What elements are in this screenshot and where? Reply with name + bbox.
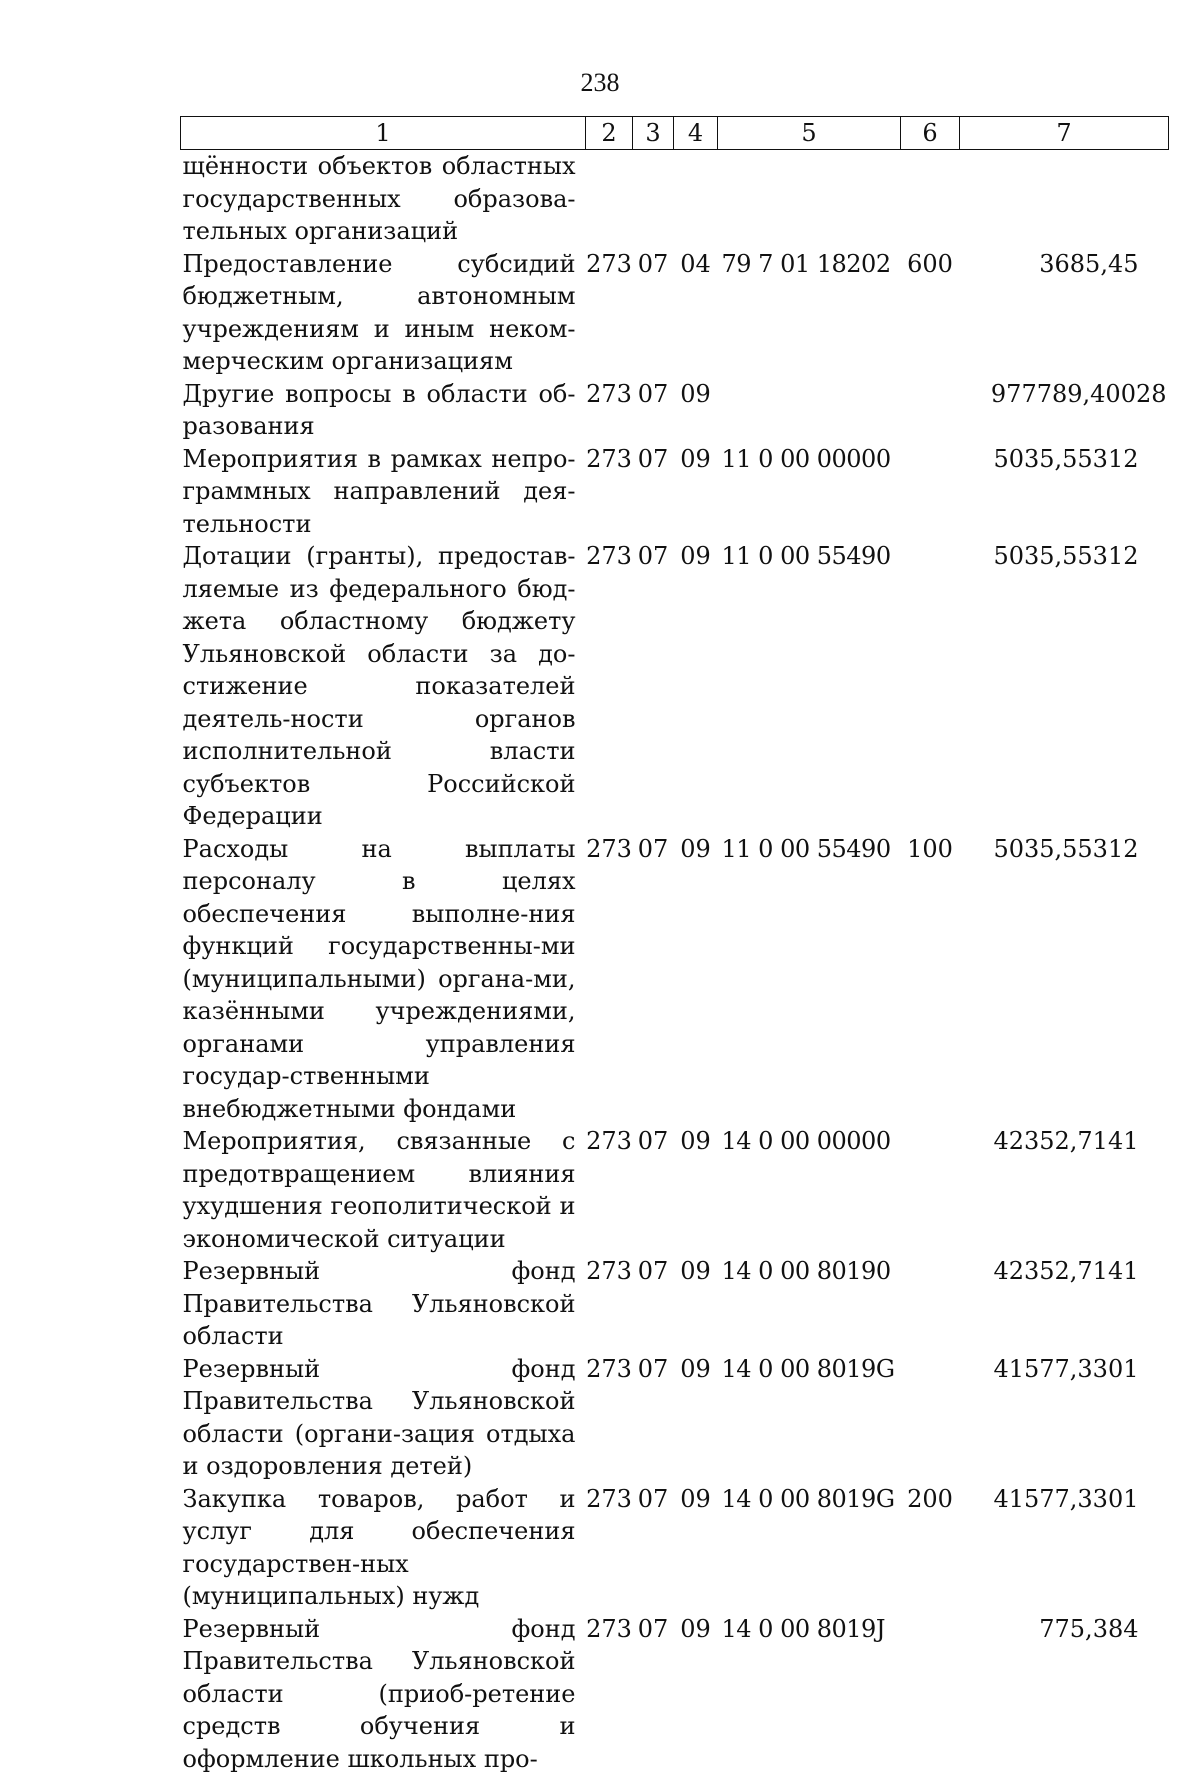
row-name-cell: Резервный фонд Правительства Ульяновской области (органи-зация отдыха и оздоровления детей)	[181, 1353, 586, 1483]
row-code-admin-cell: 273	[586, 1483, 633, 1613]
row-subsection-cell: 09	[674, 1125, 718, 1255]
budget-table	[180, 116, 1169, 1775]
row-code-admin-cell: 273	[586, 378, 633, 443]
row-expense-type-cell	[901, 1353, 960, 1483]
row-code-admin-cell: 273	[586, 1613, 633, 1775]
row-amount-cell: 5035,55312	[960, 833, 1169, 1126]
row-code-admin-cell: 273	[586, 443, 633, 541]
row-amount-cell: 775,384	[960, 1613, 1169, 1775]
row-section-cell	[633, 150, 674, 248]
row-section-cell: 07	[633, 1353, 674, 1483]
row-name-cell: Резервный фонд Правительства Ульяновской области (приоб-ретение средств обучения и оформление школьных про-	[181, 1613, 586, 1775]
row-section-cell: 07	[633, 833, 674, 1126]
header-col-6: 6	[901, 117, 960, 150]
row-expense-type-cell	[901, 1613, 960, 1775]
row-target-article-cell: 14 0 00 8019J	[718, 1613, 901, 1775]
header-row	[181, 117, 1169, 150]
header-col-5: 5	[718, 117, 901, 150]
row-subsection-cell: 04	[674, 248, 718, 378]
row-amount-cell: 977789,40028	[960, 378, 1169, 443]
row-code-admin-cell: 273	[586, 540, 633, 833]
row-name-cell: щённости объектов областных государственных образова-тельных организаций	[181, 150, 586, 248]
row-amount-cell: 41577,3301	[960, 1353, 1169, 1483]
row-code-admin-cell: 273	[586, 1353, 633, 1483]
row-expense-type-cell	[901, 1255, 960, 1353]
row-section-cell: 07	[633, 443, 674, 541]
row-expense-type-cell	[901, 443, 960, 541]
table-row	[181, 833, 1169, 1126]
row-amount-cell: 42352,7141	[960, 1255, 1169, 1353]
row-name-cell: Расходы на выплаты персоналу в целях обеспечения выполне-ния функций государственны-ми (муниципальными) органа-ми, казёнными учреждениями, органами управления государ-ственными внебюджетными фондами	[181, 833, 586, 1126]
header-col-7: 7	[960, 117, 1169, 150]
row-target-article-cell: 11 0 00 55490	[718, 833, 901, 1126]
row-amount-cell	[960, 150, 1169, 248]
row-subsection-cell: 09	[674, 1613, 718, 1775]
table-row	[181, 1353, 1169, 1483]
table-row	[181, 150, 1169, 248]
row-target-article-cell	[718, 378, 901, 443]
row-name-cell: Другие вопросы в области об-разования	[181, 378, 586, 443]
row-code-admin-cell: 273	[586, 1255, 633, 1353]
row-name-cell: Резервный фонд Правительства Ульяновской области	[181, 1255, 586, 1353]
row-code-admin-cell: 273	[586, 1125, 633, 1255]
row-target-article-cell	[718, 150, 901, 248]
row-section-cell: 07	[633, 1613, 674, 1775]
header-col-1: 1	[181, 117, 586, 150]
row-expense-type-cell	[901, 150, 960, 248]
row-target-article-cell: 14 0 00 8019G	[718, 1483, 901, 1613]
header-col-4: 4	[674, 117, 718, 150]
row-expense-type-cell	[901, 1125, 960, 1255]
row-section-cell: 07	[633, 540, 674, 833]
row-amount-cell: 41577,3301	[960, 1483, 1169, 1613]
row-target-article-cell: 11 0 00 00000	[718, 443, 901, 541]
row-expense-type-cell	[901, 378, 960, 443]
row-code-admin-cell	[586, 150, 633, 248]
row-target-article-cell: 14 0 00 00000	[718, 1125, 901, 1255]
page-number: 238	[0, 68, 1200, 98]
row-section-cell: 07	[633, 1483, 674, 1613]
table-row	[181, 1613, 1169, 1775]
row-expense-type-cell: 100	[901, 833, 960, 1126]
row-target-article-cell: 79 7 01 18202	[718, 248, 901, 378]
row-subsection-cell: 09	[674, 1353, 718, 1483]
row-name-cell: Предоставление субсидий бюджетным, автономным учреждениям и иным неком-мерческим организациям	[181, 248, 586, 378]
table-body	[181, 150, 1169, 1775]
table-row	[181, 443, 1169, 541]
row-name-cell: Мероприятия в рамках непро-граммных направлений дея-тельности	[181, 443, 586, 541]
row-target-article-cell: 11 0 00 55490	[718, 540, 901, 833]
row-subsection-cell: 09	[674, 443, 718, 541]
row-section-cell: 07	[633, 248, 674, 378]
row-amount-cell: 3685,45	[960, 248, 1169, 378]
table-header	[181, 117, 1169, 150]
budget-table-sheet	[180, 116, 1168, 1775]
row-section-cell: 07	[633, 378, 674, 443]
row-target-article-cell: 14 0 00 8019G	[718, 1353, 901, 1483]
row-amount-cell: 42352,7141	[960, 1125, 1169, 1255]
row-name-cell: Дотации (гранты), предостав-ляемые из федерального бюд-жета областному бюджету Ульяновской области за до-стижение показателей деятель-ности органов исполнительной власти субъектов Российской Федерации	[181, 540, 586, 833]
row-section-cell: 07	[633, 1255, 674, 1353]
header-col-3: 3	[633, 117, 674, 150]
row-subsection-cell: 09	[674, 1483, 718, 1613]
header-col-2: 2	[586, 117, 633, 150]
row-name-cell: Мероприятия, связанные с предотвращением влияния ухудшения геополитической и экономической ситуации	[181, 1125, 586, 1255]
row-expense-type-cell	[901, 540, 960, 833]
row-code-admin-cell: 273	[586, 833, 633, 1126]
row-code-admin-cell: 273	[586, 248, 633, 378]
table-row	[181, 1125, 1169, 1255]
table-row	[181, 248, 1169, 378]
row-subsection-cell: 09	[674, 1255, 718, 1353]
table-row	[181, 378, 1169, 443]
row-subsection-cell	[674, 150, 718, 248]
row-expense-type-cell: 600	[901, 248, 960, 378]
table-row	[181, 1255, 1169, 1353]
row-subsection-cell: 09	[674, 378, 718, 443]
table-row	[181, 1483, 1169, 1613]
row-section-cell: 07	[633, 1125, 674, 1255]
row-subsection-cell: 09	[674, 540, 718, 833]
row-name-cell: Закупка товаров, работ и услуг для обеспечения государствен-ных (муниципальных) нужд	[181, 1483, 586, 1613]
table-row	[181, 540, 1169, 833]
row-expense-type-cell: 200	[901, 1483, 960, 1613]
row-target-article-cell: 14 0 00 80190	[718, 1255, 901, 1353]
row-amount-cell: 5035,55312	[960, 443, 1169, 541]
row-subsection-cell: 09	[674, 833, 718, 1126]
row-amount-cell: 5035,55312	[960, 540, 1169, 833]
